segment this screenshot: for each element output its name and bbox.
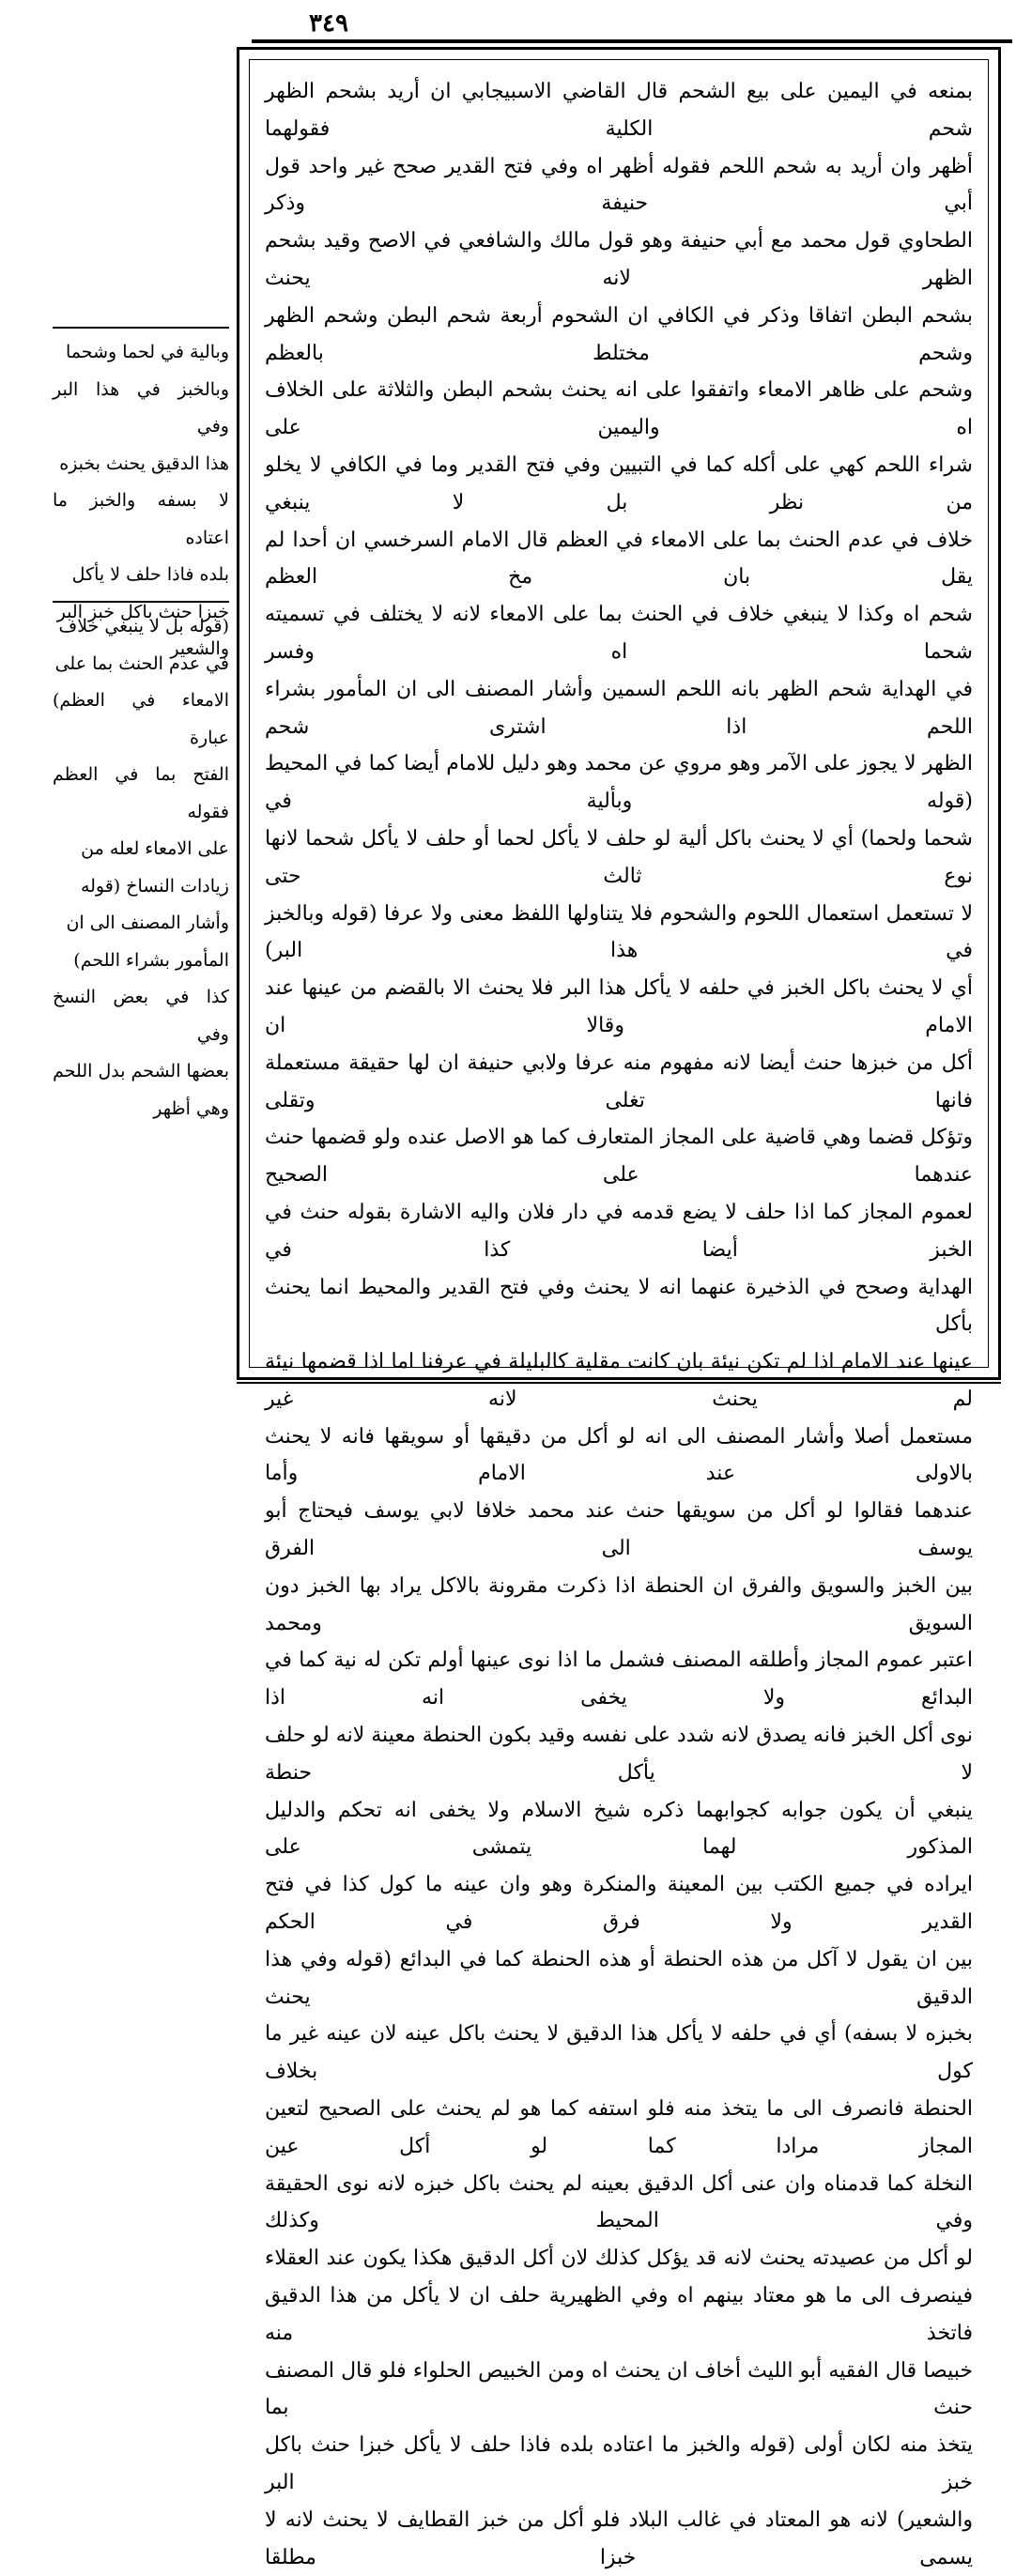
text-line: عينها عند الامام اذا لم تكن نيئة بان كانت مقلية كالبليلة في عرفنا اما اذا قضمها نيئة لم يحنث لانه غير	[265, 1350, 973, 1411]
text-line: الظهر لا يجوز على الآمر وهو مروي عن محمد وهو دليل للامام أيضا كما في المحيط (قوله وبألية في	[265, 752, 973, 814]
text-line: شحما ولحما) أي لا يحنث باكل ألية لو حلف لا يأكل لحما أو حلف لا يأكل شحما لانها نوع ثالث حتى	[265, 826, 973, 888]
margin-line: بلده فاذا حلف لا يأكل	[71, 564, 229, 585]
margin-note-commentary	[53, 601, 229, 1127]
margin-line: وأشار المصنف الى ان	[66, 912, 229, 933]
text-line: أظهر وان أريد به شحم اللحم فقوله أظهر اه وفي فتح القدير صحح غير واحد قول أبي حنيفة وذكر	[265, 154, 973, 216]
text-line: لعموم المجاز كما اذا حلف لا يضع قدمه في دار فلان واليه الاشارة بقوله حنث في الخبز أيضا كذا في	[265, 1200, 973, 1262]
margin-note-divider	[53, 601, 229, 603]
text-line: ينبغي أن يكون جوابه كجوابهما ذكره شيخ الاسلام ولا يخفى انه تحكم والدليل المذكور لهما يتمشى على	[265, 1798, 973, 1860]
margin-line: خبزا حنث باكل خبز البر	[56, 601, 229, 622]
text-line: لا تستعمل استعمال اللحوم والشحوم فلا يتناولها اللفظ معنى ولا عرفا (قوله وبالخبز في هذا البر)	[265, 901, 973, 963]
text-line: بخبزه لا بسفه) أي في حلفه لا يأكل هذا الدقيق لا يحنث باكل عينه لان عينه غير ما كول بخلاف	[265, 2022, 973, 2084]
margin-line: الامعاء في العظم) عبارة	[53, 690, 229, 748]
text-line: فينصرف الى ما هو معتاد بينهم اه وفي الظهيرية حلف ان لا يأكل من هذا الدقيق فاتخذ منه	[265, 2284, 973, 2345]
main-text-frame	[237, 47, 1001, 2569]
text-line: شراء اللحم كهي على أكله كما في التبيين وفي فتح القدير وما في الكافي لا يخلو من نظر بل لا ينبغي	[265, 452, 973, 514]
text-line: أكل من خبزها حنث أيضا لانه مفهوم منه عرفا ولابي حنيفة ان لها حقيقة مستعملة فانها تغلى وتقلى	[265, 1050, 973, 1112]
margin-line: وهي أظهر	[153, 1097, 229, 1119]
text-line: وتؤكل قضما وهي قاضية على المجاز المتعارف كما هو الاصل عنده ولو قضمها حنث عندهما على الصحيح	[265, 1126, 973, 1188]
text-line: خبيصا قال الفقيه أبو الليث أخاف ان يحنث اه ومن الخبيص الحلواء فلو قال المصنف حنث بما	[265, 2358, 973, 2420]
text-line: النخلة كما قدمناه وان عنى أكل الدقيق بعينه لم يحنث باكل خبزه لانه نوى الحقيقة وفي المحيط وكذلك	[265, 2171, 973, 2233]
text-line: بين ان يقول لا آكل من هذه الحنطة أو هذه الحنطة كما في البدائع (قوله وفي هذا الدقيق يحنث	[265, 1947, 973, 2009]
margin-line: بعضها الشحم بدل اللحم	[53, 1061, 229, 1081]
margin-line: لا بسفه والخبز ما اعتاده	[53, 490, 229, 548]
main-text-inner-frame	[249, 59, 989, 2569]
margin-line: هذا الدقيق يحنث بخبزه	[59, 452, 229, 474]
main-text-body	[265, 73, 973, 2576]
text-line: بمنعه في اليمين على بيع الشحم قال القاضي الاسبيجابي ان أريد بشحم الظهر شحم الكلية فقولهما	[265, 80, 973, 141]
text-line: خلاف في عدم الحنث بما على الامعاء في العظم قال الامام السرخسي ان أحدا لم يقل بان مخ العظم	[265, 528, 973, 590]
text-line: الحنطة فانصرف الى ما يتخذ منه فلو استفه كما هو لم يحنث على الصحيح لتعين المجاز مرادا كما لو أكل عين	[265, 2097, 973, 2158]
text-line: نوى أكل الخبز فانه يصدق لانه شدد على نفسه وقيد بكون الحنطة معينة لانه لو حلف لا يأكل حنطة	[265, 1724, 973, 1785]
text-line: الهداية وصحح في الذخيرة عنهما انه لا يحنث وفي فتح القدير والمحيط انما يحنث بأكل	[265, 1275, 973, 1337]
margin-note-divider	[53, 327, 229, 329]
text-line: والشعير) لانه هو المعتاد في غالب البلاد فلو أكل من خبز القطايف لا يحنث لانه لا يسمى خبزا مطلقا	[265, 2507, 973, 2569]
text-line: أي لا يحنث باكل الخبز في حلفه لا يأكل هذا البر فلا يحنث الا بالقضم من عينها عند الامام وقالا ان	[265, 976, 973, 1037]
page-number: ٣٤٩	[309, 9, 348, 38]
margin-line: المأمور بشراء اللحم)	[73, 949, 229, 971]
margin-note-commentary-text	[53, 608, 229, 1127]
text-line: شحم اه وكذا لا ينبغي خلاف في الحنث بما على الامعاء لانه لا يختلف في تسميته شحما اه وفسر	[265, 603, 973, 664]
margin-line: (قوله بل لا ينبغي خلاف	[58, 616, 229, 636]
margin-line: وبالية في لحما وشحما	[66, 342, 229, 362]
text-line: لو أكل من عصيدته يحنث لانه قد يؤكل كذلك لان أكل الدقيق هكذا يكون عند العقلاء	[265, 2246, 973, 2271]
text-line: في الهداية شحم الظهر بانه اللحم السمين وأشار المصنف الى ان المأمور بشراء اللحم اذا اشترى شحم	[265, 677, 973, 739]
text-line: ايراده في جميع الكتب بين المعينة والمنكرة وهو وان عينه ما كول كذا في فتح القدير ولا فرق في الحكم	[265, 1873, 973, 1935]
text-line: عندهما فقالوا لو أكل من سويقها حنث عند محمد خلافا لابي يوسف فيحتاج أبو يوسف الى الفرق	[265, 1499, 973, 1561]
text-line: وشحم على ظاهر الامعاء واتفقوا على انه يحنث بشحم البطن والثلاثة على الخلاف اه واليمين على	[265, 378, 973, 440]
bottom-rule	[237, 1382, 1001, 1384]
text-line: يتخذ منه لكان أولى (قوله والخبز ما اعتاده بلده فاذا حلف لا يأكل خبزا حنث باكل خبز البر	[265, 2433, 973, 2494]
text-line: الطحاوي قول محمد مع أبي حنيفة وهو قول مالك والشافعي في الاصح وقيد بشحم الظهر لانه يحنث	[265, 229, 973, 290]
margin-line: وبالخبز في هذا البر وفي	[53, 378, 229, 437]
margin-line: زيادات النساخ (قوله	[80, 875, 229, 897]
margin-line: في عدم الحنث بما على	[54, 652, 229, 674]
text-line: بشحم البطن اتفاقا وذكر في الكافي ان الشحوم أربعة شحم البطن وشحم الظهر وشحم مختلط بالعظم	[265, 303, 973, 365]
text-line: مستعمل أصلا وأشار المصنف الى انه لو أكل من دقيقها أو سويقها فانه لا يحنث بالاولى عند الامام وأما	[265, 1424, 973, 1486]
text-line: اعتبر عموم المجاز وأطلقه المصنف فشمل ما اذا نوى عينها أولم تكن له نية كما في البدائع ولا يخفى انه اذا	[265, 1648, 973, 1710]
margin-line: كذا في بعض النسخ وفي	[53, 987, 229, 1045]
margin-line: الفتح بما في العظم فقوله	[53, 764, 229, 822]
top-rule	[252, 39, 1012, 43]
margin-line: على الامعاء لعله من	[81, 838, 229, 859]
text-line: بين الخبز والسويق والفرق ان الحنطة اذا ذكرت مقرونة بالاكل يراد بها الخبز دون السويق ومحمد	[265, 1573, 973, 1635]
margin-line: والشعير	[170, 638, 229, 659]
